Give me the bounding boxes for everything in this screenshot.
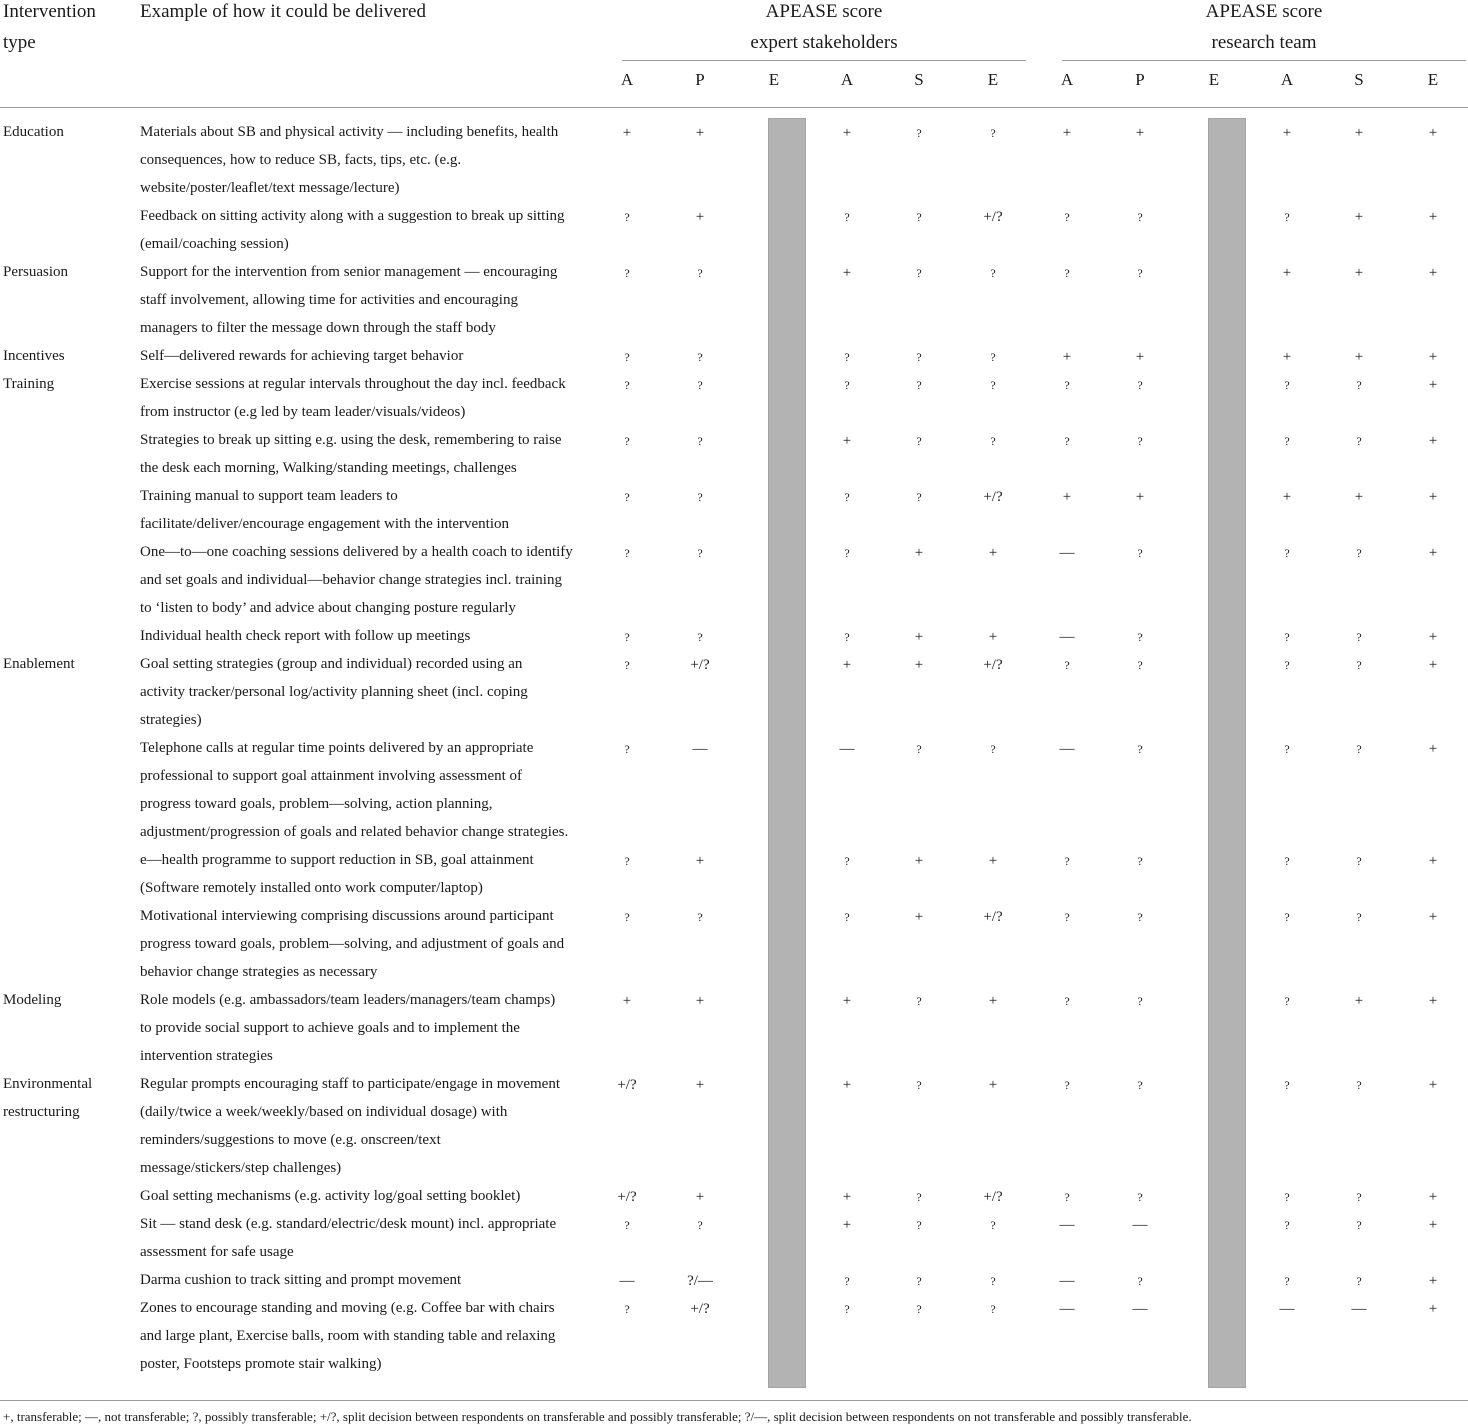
- expert-score-p1: ?: [697, 630, 703, 644]
- expert-score-p1: +: [695, 125, 705, 141]
- research-score-a0: ?: [1064, 854, 1070, 868]
- expert-score-e5: ?: [990, 742, 996, 756]
- expert-score-a3: ?: [844, 490, 850, 504]
- expert-score-a0: ?: [624, 546, 630, 560]
- research-score-s4: ?: [1356, 658, 1362, 672]
- delivery-example-line: facilitate/deliver/encourage engagement with the intervention: [140, 516, 510, 532]
- header-bottom-rule: [0, 107, 1468, 108]
- expert-score-a3: +: [842, 433, 852, 449]
- delivery-example-line: progress toward goals, problem—solving, action planning,: [140, 796, 493, 812]
- research-score-a3: ?: [1284, 434, 1290, 448]
- expert-score-s4: ?: [916, 434, 922, 448]
- delivery-example-line: behavior change strategies as necessary: [140, 964, 378, 980]
- delivery-example-line: intervention strategies: [140, 1048, 273, 1064]
- expert-score-a3: ?: [844, 378, 850, 392]
- research-score-a0: ?: [1064, 266, 1070, 280]
- intervention-type: restructuring: [3, 1104, 80, 1120]
- expert-score-e5: ?: [990, 266, 996, 280]
- header-group2-line2: research team: [1211, 32, 1317, 53]
- expert-score-e5: +/?: [983, 209, 1003, 225]
- expert-score-a3: —: [839, 741, 855, 757]
- expert-score-a3: +: [842, 657, 852, 673]
- research-e-column-shade: [1208, 118, 1246, 1388]
- header-expert-letter-3: A: [840, 70, 854, 89]
- research-score-a0: ?: [1064, 910, 1070, 924]
- research-score-s4: +: [1354, 349, 1364, 365]
- header-research-letter-4: S: [1354, 70, 1364, 89]
- expert-score-e5: +: [988, 629, 998, 645]
- header-research-letter-5: E: [1427, 70, 1439, 89]
- research-score-e5: +: [1428, 1077, 1438, 1093]
- research-score-e5: +: [1428, 1189, 1438, 1205]
- expert-score-e5: +/?: [983, 1189, 1003, 1205]
- delivery-example-line: and set goals and individual—behavior change strategies incl. training: [140, 572, 562, 588]
- research-score-a0: ?: [1064, 658, 1070, 672]
- expert-score-a0: ?: [624, 490, 630, 504]
- research-score-s4: ?: [1356, 1218, 1362, 1232]
- expert-score-a3: ?: [844, 1274, 850, 1288]
- delivery-example-line: Training manual to support team leaders to: [140, 488, 398, 504]
- expert-score-s4: ?: [916, 1190, 922, 1204]
- research-score-e5: +: [1428, 1301, 1438, 1317]
- header-type-line1: Intervention: [3, 1, 96, 22]
- research-score-e5: +: [1428, 853, 1438, 869]
- research-score-e5: +: [1428, 1217, 1438, 1233]
- expert-score-a0: ?: [624, 854, 630, 868]
- research-score-s4: ?: [1356, 854, 1362, 868]
- expert-score-a3: ?: [844, 1302, 850, 1316]
- header-group1-rule: [622, 60, 1026, 61]
- research-score-a0: ?: [1064, 378, 1070, 392]
- delivery-example-line: Support for the intervention from senior management — encouraging: [140, 264, 558, 280]
- header-expert-letter-0: A: [620, 70, 634, 89]
- intervention-type: Training: [3, 376, 55, 392]
- expert-score-s4: ?: [916, 210, 922, 224]
- expert-score-a3: ?: [844, 630, 850, 644]
- research-score-e5: +: [1428, 377, 1438, 393]
- research-score-e5: +: [1428, 629, 1438, 645]
- header-expert-letter-2: E: [768, 70, 780, 89]
- research-score-p1: ?: [1137, 742, 1143, 756]
- expert-score-a0: +/?: [617, 1077, 637, 1093]
- expert-score-a3: +: [842, 993, 852, 1009]
- research-score-a0: —: [1059, 741, 1075, 757]
- header-example: Example of how it could be delivered: [140, 1, 426, 22]
- expert-score-s4: +: [914, 853, 924, 869]
- research-score-p1: +: [1135, 125, 1145, 141]
- table-bottom-rule: [0, 1400, 1468, 1401]
- delivery-example-line: e—health programme to support reduction in SB, goal attainment: [140, 852, 534, 868]
- expert-score-e5: ?: [990, 1218, 996, 1232]
- intervention-type: Persuasion: [3, 264, 68, 280]
- expert-score-p1: +: [695, 1077, 705, 1093]
- research-score-a3: +: [1282, 125, 1292, 141]
- research-score-s4: ?: [1356, 546, 1362, 560]
- expert-score-a0: +: [622, 993, 632, 1009]
- delivery-example-line: Goal setting strategies (group and individual) recorded using an: [140, 656, 523, 672]
- header-group2-rule: [1062, 60, 1466, 61]
- research-score-a0: ?: [1064, 1078, 1070, 1092]
- intervention-type: Enablement: [3, 656, 75, 672]
- research-score-a0: +: [1062, 125, 1072, 141]
- expert-e-column-shade: [768, 118, 806, 1388]
- research-score-s4: +: [1354, 265, 1364, 281]
- delivery-example-line: Role models (e.g. ambassadors/team leaders/managers/team champs): [140, 992, 556, 1008]
- expert-score-a3: +: [842, 125, 852, 141]
- expert-score-e5: +: [988, 545, 998, 561]
- research-score-s4: —: [1351, 1301, 1367, 1317]
- delivery-example-line: Materials about SB and physical activity — including benefits, health: [140, 124, 559, 140]
- research-score-a3: +: [1282, 265, 1292, 281]
- delivery-example-line: Zones to encourage standing and moving (e.g. Coffee bar with chairs: [140, 1300, 555, 1316]
- header-group1-line2: expert stakeholders: [750, 32, 898, 53]
- research-score-p1: —: [1132, 1301, 1148, 1317]
- research-score-e5: +: [1428, 125, 1438, 141]
- research-score-e5: +: [1428, 349, 1438, 365]
- research-score-p1: —: [1132, 1217, 1148, 1233]
- expert-score-a0: ?: [624, 742, 630, 756]
- header-expert-letter-5: E: [987, 70, 999, 89]
- expert-score-e5: +: [988, 853, 998, 869]
- expert-score-a3: ?: [844, 350, 850, 364]
- intervention-type: Modeling: [3, 992, 62, 1008]
- expert-score-a0: ?: [624, 210, 630, 224]
- delivery-example-line: poster, Footsteps promote stair walking): [140, 1356, 382, 1372]
- expert-score-s4: ?: [916, 1302, 922, 1316]
- expert-score-a0: ?: [624, 658, 630, 672]
- expert-score-a0: ?: [624, 378, 630, 392]
- expert-score-s4: +: [914, 545, 924, 561]
- expert-score-a0: ?: [624, 630, 630, 644]
- expert-score-a0: ?: [624, 266, 630, 280]
- expert-score-a3: ?: [844, 546, 850, 560]
- header-research-letter-2: E: [1208, 70, 1220, 89]
- expert-score-a3: +: [842, 1189, 852, 1205]
- expert-score-p1: —: [692, 741, 708, 757]
- research-score-p1: ?: [1137, 910, 1143, 924]
- delivery-example-line: website/poster/leaflet/text message/lecture): [140, 180, 400, 196]
- expert-score-s4: ?: [916, 378, 922, 392]
- delivery-example-line: activity tracker/personal log/activity planning sheet (incl. coping: [140, 684, 528, 700]
- delivery-example-line: (Software remotely installed onto work computer/laptop): [140, 880, 483, 896]
- research-score-a0: ?: [1064, 1190, 1070, 1204]
- expert-score-a0: —: [619, 1273, 635, 1289]
- delivery-example-line: consequences, how to reduce SB, facts, tips, etc. (e.g.: [140, 152, 462, 168]
- expert-score-a3: ?: [844, 210, 850, 224]
- delivery-example-line: adjustment/progression of goals and related behavior change strategies.: [140, 824, 569, 840]
- delivery-example-line: from instructor (e.g led by team leader/visuals/videos): [140, 404, 466, 420]
- research-score-e5: +: [1428, 209, 1438, 225]
- expert-score-a0: ?: [624, 1218, 630, 1232]
- header-research-letter-3: A: [1280, 70, 1294, 89]
- expert-score-e5: ?: [990, 378, 996, 392]
- expert-score-e5: +/?: [983, 489, 1003, 505]
- delivery-example-line: Darma cushion to track sitting and prompt movement: [140, 1272, 462, 1288]
- research-score-a3: ?: [1284, 1190, 1290, 1204]
- research-score-s4: ?: [1356, 1274, 1362, 1288]
- delivery-example-line: managers to filter the message down through the staff body: [140, 320, 496, 336]
- expert-score-s4: ?: [916, 490, 922, 504]
- header-research-letter-0: A: [1060, 70, 1074, 89]
- research-score-a3: ?: [1284, 1078, 1290, 1092]
- research-score-s4: ?: [1356, 910, 1362, 924]
- research-score-a3: ?: [1284, 1218, 1290, 1232]
- research-score-e5: +: [1428, 741, 1438, 757]
- research-score-a3: +: [1282, 349, 1292, 365]
- header-group2-line1: APEASE score: [1205, 1, 1323, 22]
- research-score-p1: +: [1135, 349, 1145, 365]
- research-score-a3: ?: [1284, 546, 1290, 560]
- delivery-example-line: professional to support goal attainment involving assessment of: [140, 768, 523, 784]
- expert-score-s4: ?: [916, 1078, 922, 1092]
- expert-score-p1: ?: [697, 266, 703, 280]
- expert-score-s4: ?: [916, 742, 922, 756]
- research-score-s4: +: [1354, 125, 1364, 141]
- header-research-letter-1: P: [1135, 70, 1145, 89]
- intervention-type: Environmental: [3, 1076, 93, 1092]
- research-score-a3: ?: [1284, 630, 1290, 644]
- expert-score-a0: +/?: [617, 1189, 637, 1205]
- delivery-example-line: reminders/suggestions to move (e.g. onscreen/text: [140, 1132, 441, 1148]
- delivery-example-line: Sit — stand desk (e.g. standard/electric/desk mount) incl. appropriate: [140, 1216, 557, 1232]
- research-score-p1: ?: [1137, 630, 1143, 644]
- research-score-p1: ?: [1137, 658, 1143, 672]
- research-score-a0: —: [1059, 1273, 1075, 1289]
- research-score-p1: ?: [1137, 1190, 1143, 1204]
- research-score-a3: ?: [1284, 742, 1290, 756]
- research-score-s4: ?: [1356, 630, 1362, 644]
- expert-score-p1: ?/—: [687, 1273, 713, 1289]
- research-score-a0: ?: [1064, 210, 1070, 224]
- research-score-a3: +: [1282, 489, 1292, 505]
- research-score-p1: ?: [1137, 378, 1143, 392]
- research-score-e5: +: [1428, 1273, 1438, 1289]
- research-score-a3: ?: [1284, 854, 1290, 868]
- expert-score-a0: +: [622, 125, 632, 141]
- delivery-example-line: Individual health check report with follow up meetings: [140, 628, 471, 644]
- delivery-example-line: Motivational interviewing comprising discussions around participant: [140, 908, 554, 924]
- research-score-s4: ?: [1356, 434, 1362, 448]
- expert-score-p1: +: [695, 209, 705, 225]
- expert-score-a0: ?: [624, 350, 630, 364]
- delivery-example-line: and large plant, Exercise balls, room with standing table and relaxing: [140, 1328, 556, 1344]
- expert-score-s4: +: [914, 657, 924, 673]
- delivery-example-line: assessment for safe usage: [140, 1244, 294, 1260]
- delivery-example-line: to provide social support to achieve goals and to implement the: [140, 1020, 520, 1036]
- expert-score-p1: ?: [697, 378, 703, 392]
- delivery-example-line: the desk each morning, Walking/standing meetings, challenges: [140, 460, 517, 476]
- expert-score-a3: +: [842, 1217, 852, 1233]
- expert-score-a0: ?: [624, 910, 630, 924]
- research-score-e5: +: [1428, 433, 1438, 449]
- expert-score-e5: ?: [990, 1302, 996, 1316]
- header-type-line2: type: [3, 32, 36, 53]
- expert-score-s4: ?: [916, 350, 922, 364]
- research-score-a0: —: [1059, 1217, 1075, 1233]
- footnote: +, transferable; —, not transferable; ?, possibly transferable; +/?, split decision between respondents on transferable and possibly transferable; ?/—, split decision between respondents on not transferable and possibly transferable.: [3, 1409, 1192, 1424]
- header-group1-line1: APEASE score: [765, 1, 883, 22]
- research-score-a0: ?: [1064, 994, 1070, 1008]
- research-score-p1: ?: [1137, 266, 1143, 280]
- expert-score-p1: +/?: [690, 1301, 710, 1317]
- research-score-s4: +: [1354, 993, 1364, 1009]
- expert-score-p1: ?: [697, 910, 703, 924]
- intervention-type: Education: [3, 124, 64, 140]
- research-score-p1: ?: [1137, 994, 1143, 1008]
- expert-score-p1: +: [695, 993, 705, 1009]
- research-score-a3: ?: [1284, 910, 1290, 924]
- expert-score-e5: ?: [990, 350, 996, 364]
- research-score-s4: +: [1354, 209, 1364, 225]
- research-score-a0: —: [1059, 629, 1075, 645]
- research-score-a3: ?: [1284, 1274, 1290, 1288]
- header-expert-letter-4: S: [914, 70, 924, 89]
- expert-score-e5: +/?: [983, 909, 1003, 925]
- expert-score-s4: ?: [916, 266, 922, 280]
- expert-score-a3: +: [842, 1077, 852, 1093]
- delivery-example-line: to ‘listen to body’ and advice about changing posture regularly: [140, 600, 516, 616]
- expert-score-p1: +/?: [690, 657, 710, 673]
- research-score-e5: +: [1428, 993, 1438, 1009]
- research-score-p1: +: [1135, 489, 1145, 505]
- research-score-e5: +: [1428, 489, 1438, 505]
- research-score-s4: ?: [1356, 1190, 1362, 1204]
- delivery-example-line: (email/coaching session): [140, 236, 289, 252]
- research-score-a3: ?: [1284, 994, 1290, 1008]
- research-score-s4: +: [1354, 489, 1364, 505]
- delivery-example-line: strategies): [140, 712, 202, 728]
- expert-score-p1: ?: [697, 546, 703, 560]
- delivery-example-line: progress toward goals, problem—solving, and adjustment of goals and: [140, 936, 565, 952]
- research-score-e5: +: [1428, 265, 1438, 281]
- research-score-e5: +: [1428, 657, 1438, 673]
- expert-score-a3: +: [842, 265, 852, 281]
- expert-score-e5: ?: [990, 1274, 996, 1288]
- expert-score-e5: +: [988, 993, 998, 1009]
- expert-score-s4: +: [914, 909, 924, 925]
- research-score-a3: ?: [1284, 378, 1290, 392]
- delivery-example-line: (daily/twice a week/weekly/based on individual dosage) with: [140, 1104, 508, 1120]
- expert-score-p1: +: [695, 1189, 705, 1205]
- expert-score-a3: ?: [844, 910, 850, 924]
- expert-score-p1: +: [695, 853, 705, 869]
- research-score-a0: —: [1059, 1301, 1075, 1317]
- expert-score-s4: ?: [916, 994, 922, 1008]
- research-score-a0: ?: [1064, 434, 1070, 448]
- delivery-example-line: Strategies to break up sitting e.g. using the desk, remembering to raise: [140, 432, 562, 448]
- research-score-a0: +: [1062, 489, 1072, 505]
- research-score-e5: +: [1428, 545, 1438, 561]
- research-score-a3: —: [1279, 1301, 1295, 1317]
- expert-score-p1: ?: [697, 490, 703, 504]
- delivery-example-line: Exercise sessions at regular intervals throughout the day incl. feedback: [140, 376, 566, 392]
- research-score-p1: ?: [1137, 1078, 1143, 1092]
- expert-score-p1: ?: [697, 434, 703, 448]
- delivery-example-line: Self—delivered rewards for achieving target behavior: [140, 348, 464, 364]
- expert-score-a0: ?: [624, 1302, 630, 1316]
- delivery-example-line: One—to—one coaching sessions delivered by a health coach to identify: [140, 544, 573, 560]
- expert-score-p1: ?: [697, 1218, 703, 1232]
- expert-score-a3: ?: [844, 854, 850, 868]
- research-score-p1: ?: [1137, 546, 1143, 560]
- expert-score-s4: ?: [916, 1274, 922, 1288]
- expert-score-s4: ?: [916, 1218, 922, 1232]
- delivery-example-line: Goal setting mechanisms (e.g. activity log/goal setting booklet): [140, 1188, 521, 1204]
- research-score-a3: ?: [1284, 658, 1290, 672]
- expert-score-e5: ?: [990, 126, 996, 140]
- research-score-a0: —: [1059, 545, 1075, 561]
- expert-score-a0: ?: [624, 434, 630, 448]
- expert-score-s4: ?: [916, 126, 922, 140]
- expert-score-e5: +/?: [983, 657, 1003, 673]
- delivery-example-line: Telephone calls at regular time points delivered by an appropriate: [140, 740, 534, 756]
- research-score-s4: ?: [1356, 378, 1362, 392]
- delivery-example-line: staff involvement, allowing time for activities and encouraging: [140, 292, 518, 308]
- research-score-s4: ?: [1356, 1078, 1362, 1092]
- research-score-e5: +: [1428, 909, 1438, 925]
- intervention-type: Incentives: [3, 348, 65, 364]
- research-score-p1: ?: [1137, 210, 1143, 224]
- header-expert-letter-1: P: [695, 70, 705, 89]
- expert-score-e5: ?: [990, 434, 996, 448]
- expert-score-e5: +: [988, 1077, 998, 1093]
- research-score-p1: ?: [1137, 854, 1143, 868]
- research-score-a0: +: [1062, 349, 1072, 365]
- delivery-example-line: message/stickers/step challenges): [140, 1160, 342, 1176]
- expert-score-s4: +: [914, 629, 924, 645]
- research-score-a3: ?: [1284, 210, 1290, 224]
- research-score-p1: ?: [1137, 1274, 1143, 1288]
- research-score-p1: ?: [1137, 434, 1143, 448]
- delivery-example-line: Regular prompts encouraging staff to participate/engage in movement: [140, 1076, 561, 1092]
- research-score-s4: ?: [1356, 742, 1362, 756]
- delivery-example-line: Feedback on sitting activity along with a suggestion to break up sitting: [140, 208, 565, 224]
- expert-score-p1: ?: [697, 350, 703, 364]
